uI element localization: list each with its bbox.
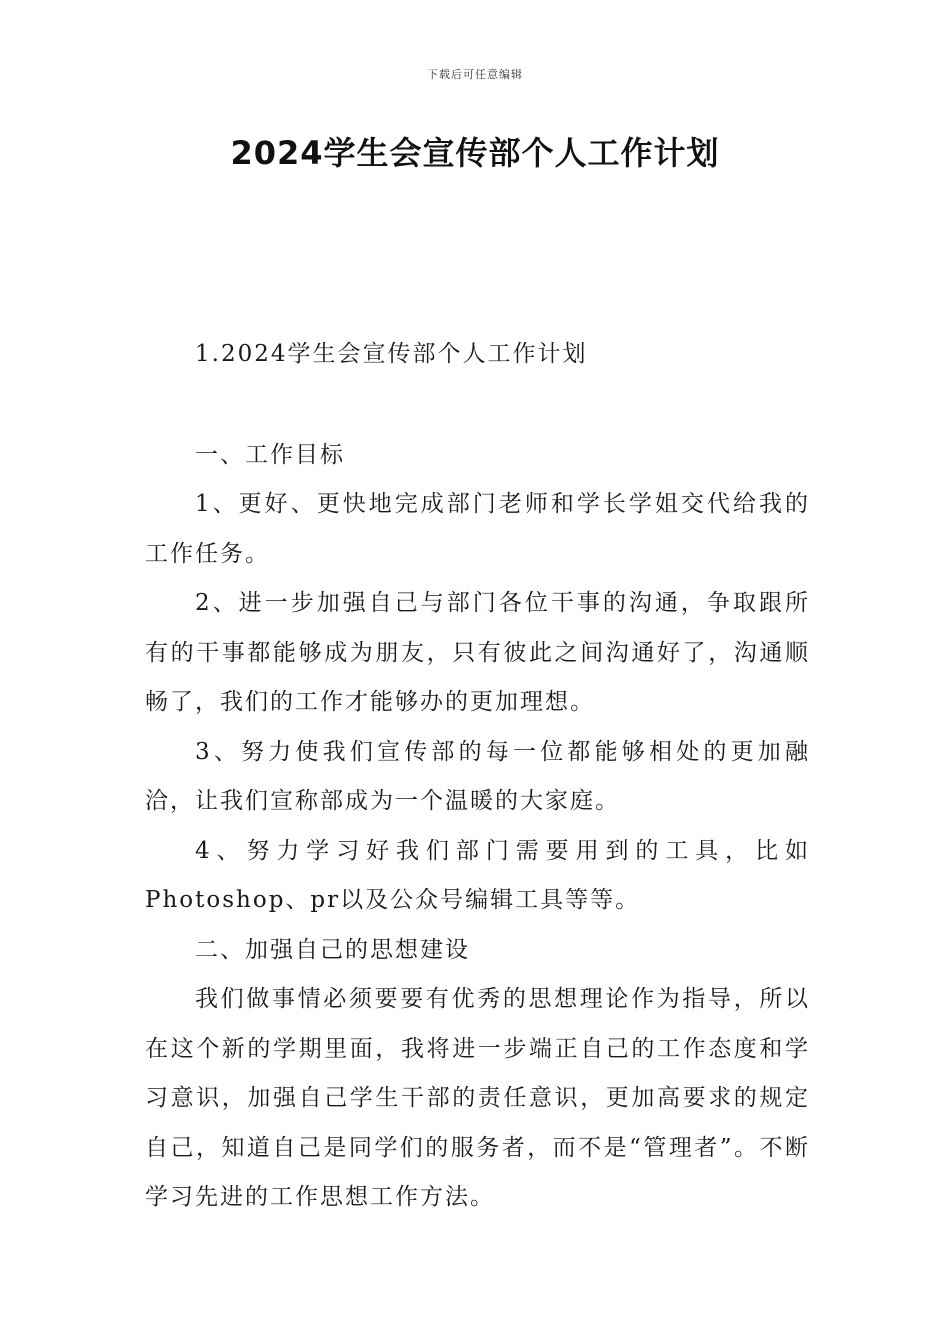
paragraph-goal-1: 1、更好、更快地完成部门老师和学长学姐交代给我的工作任务。 [145,491,810,567]
section-heading-goals: 一、工作目标 [195,441,345,468]
paragraph-goal-2: 2、进一步加强自己与部门各位干事的沟通，争取跟所有的干事都能够成为朋友，只有彼此之间沟通好了，沟通顺畅了，我们的工作才能够办的更加理想。 [145,590,810,715]
document-title: 2024学生会宣传部个人工作计划 [230,134,720,172]
paragraph-goal-3: 3、努力使我们宣传部的每一位都能够相处的更加融洽，让我们宣称部成为一个温暖的大家庭。 [145,738,810,814]
paragraph-thought: 我们做事情必须要要有优秀的思想理论作为指导，所以在这个新的学期里面，我将进一步端正自己的工作态度和学习意识，加强自己学生干部的责任意识，更加高要求的规定自己，知道自己是同学们的服务者，而不是“管理者”。不断学习先进的工作思想工作方法。 [145,986,810,1210]
header-note: 下载后可任意编辑 [427,68,523,81]
section-heading-1: 1.2024学生会宣传部个人工作计划 [195,341,588,367]
document-body [145,330,810,1223]
section-heading-thought: 二、加强自己的思想建设 [195,936,470,963]
paragraph-goal-4: 4、努力学习好我们部门需要用到的工具，比如Photoshop、pr以及公众号编辑工具等等。 [145,837,810,913]
